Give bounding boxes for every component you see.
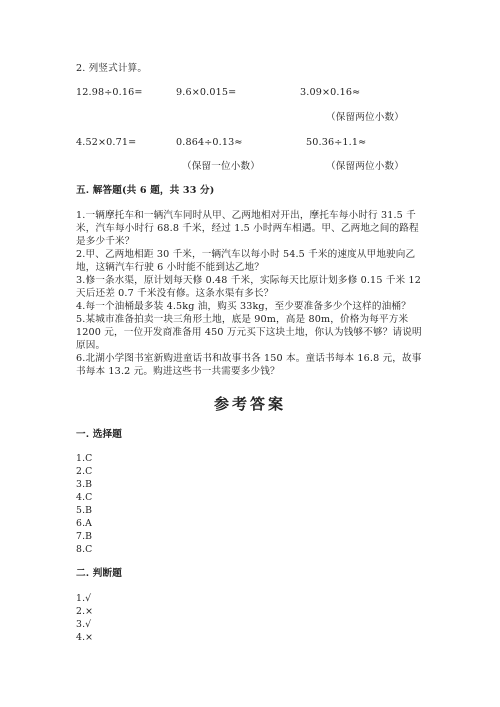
section-2-heading: 2. 列竖式计算。 (76, 63, 148, 74)
choice-answer: 3.B (76, 479, 93, 490)
calc-problem-5: 0.864÷0.13≈ (176, 137, 243, 148)
problem-line: 地，这辆汽车行驶 6 小时能不能到达乙地？ (76, 262, 265, 273)
problem-line: 书每本 13.2 元。购进这些书一共需要多少钱？ (76, 366, 280, 377)
problem-line: 1.一辆摩托车和一辆汽车同时从甲、乙两地相对开出，摩托车每小时行 31.5 千 (76, 210, 416, 221)
choice-answer: 7.B (76, 531, 93, 542)
calc-problem-2: 9.6×0.015= (176, 87, 237, 98)
choice-answer: 1.C (76, 453, 93, 464)
judge-answer: 1.√ (76, 593, 92, 604)
choice-answer: 6.A (76, 518, 93, 529)
calc-problem-4: 4.52×0.71= (76, 137, 137, 148)
choice-heading: 一. 选择题 (76, 429, 122, 440)
problem-line: 3.修一条水渠，原计划每天修 0.48 千米，实际每天比原计划多修 0.15 千米 12 (76, 275, 421, 286)
problem-line: 6.北湖小学图书室新购进童话书和故事书各 150 本。童话书每本 16.8 元，故事 (76, 353, 422, 364)
judge-answer: 3.√ (76, 619, 92, 630)
problem-line: 天后还差 0.7 千米没有修。这条水渠有多长？ (76, 288, 274, 299)
problem-line: 2.甲、乙两地相距 30 千米，一辆汽车以每小时 54.5 千米的速度从甲地驶向乙 (76, 249, 416, 260)
section-5-heading: 五. 解答题(共 6 题，共 33 分) (76, 185, 215, 196)
calc-note-3: （保留两位小数） (326, 112, 404, 123)
problem-line: 是多少千米？ (76, 236, 135, 247)
choice-answer: 2.C (76, 466, 93, 477)
problem-line: 1200 元，一位开发商准备用 450 万元买下这块土地，你认为钱够不够？请说明 (76, 327, 422, 338)
problem-line: 原因。 (76, 340, 106, 351)
choice-answer: 4.C (76, 492, 93, 503)
judge-heading: 二. 判断题 (76, 568, 122, 579)
choice-answer: 8.C (76, 544, 93, 555)
answers-title: 参考答案 (213, 395, 286, 413)
judge-answer: 4.× (76, 632, 94, 643)
judge-answer: 2.× (76, 606, 94, 617)
calc-problem-1: 12.98÷0.16= (76, 87, 143, 98)
problem-line: 米，汽车每小时行 68.8 千米，经过 1.5 小时两车相遇。甲、乙两地之间的路程 (76, 223, 419, 234)
calc-note-6: （保留两位小数） (326, 161, 404, 172)
calc-problem-6: 50.36÷1.1≈ (306, 137, 367, 148)
calc-note-5: （保留一位小数） (182, 161, 260, 172)
calc-problem-3: 3.09×0.16≈ (300, 87, 361, 98)
problem-line: 4.每一个油桶最多装 4.5kg 油，购买 33kg，至少要准备多少个这样的油桶？ (76, 301, 411, 312)
choice-answer: 5.B (76, 505, 93, 516)
problem-line: 5.某城市准备拍卖一块三角形土地，底是 90m，高是 80m，价格为每平方米 (76, 314, 409, 325)
